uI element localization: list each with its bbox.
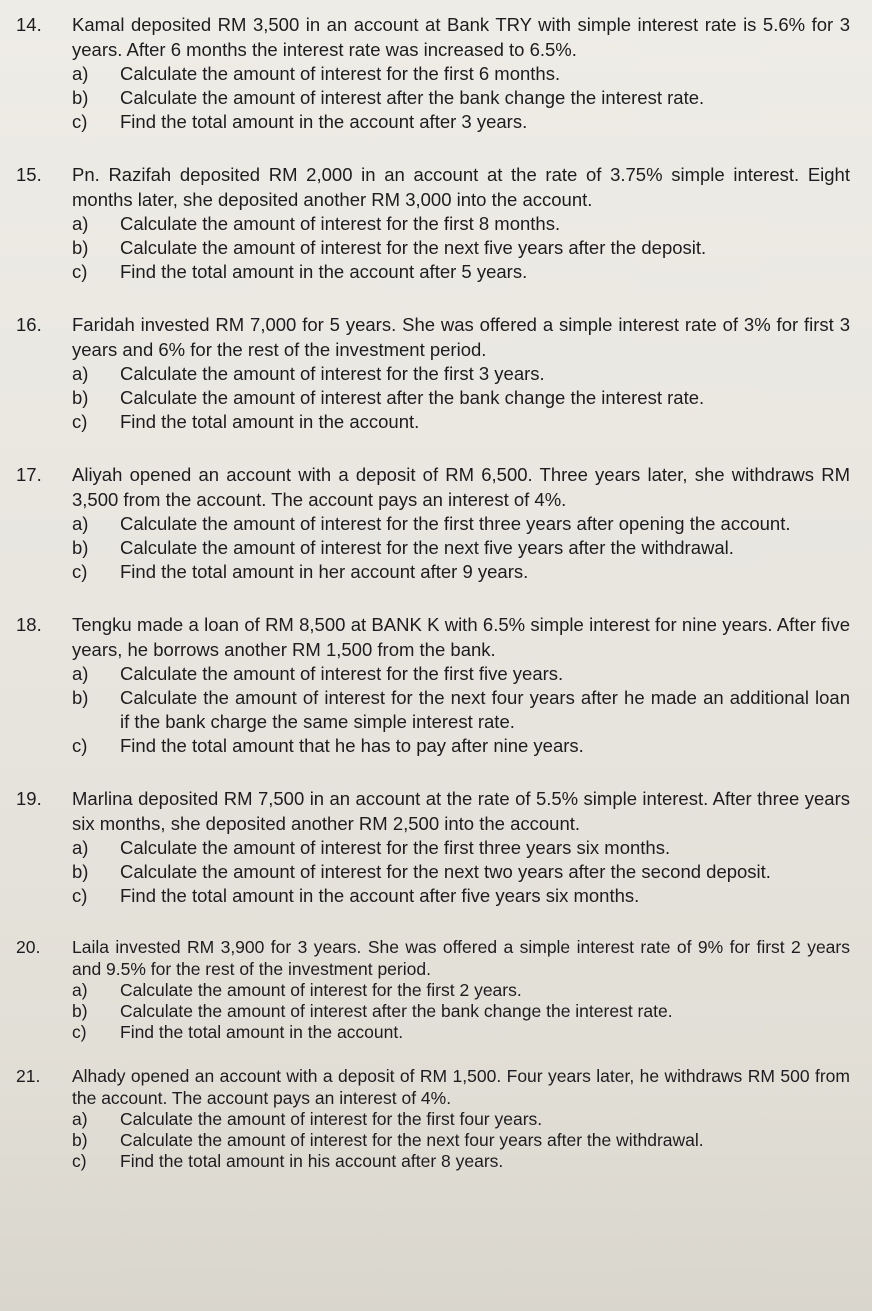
question-stem: Alhady opened an account with a deposit of RM 1,500. Four years later, he withdraws RM 500 from the account. The account pays an interest of 4%. (72, 1066, 850, 1108)
subpart-label: b) (72, 387, 89, 408)
question-number: 19. (16, 788, 42, 809)
subpart-label: c) (72, 261, 88, 282)
subpart-a (72, 662, 850, 686)
subpart-a (72, 980, 850, 1001)
question-number: 15. (16, 164, 42, 185)
subpart-b (72, 386, 850, 410)
subpart-text: Calculate the amount of interest after the bank change the interest rate. (120, 387, 705, 408)
subpart-text: Calculate the amount of interest for the next five years after the deposit. (120, 237, 707, 258)
question-20 (14, 936, 850, 1043)
question-stem: Marlina deposited RM 7,500 in an account at the rate of 5.5% simple interest. After three years six months, she deposited another RM 2,500 into the account. (72, 788, 850, 834)
subpart-label: a) (72, 513, 89, 534)
subpart-b (72, 536, 850, 560)
subpart-c (72, 260, 850, 284)
subpart-label: a) (72, 663, 89, 684)
question-number: 16. (16, 314, 42, 335)
subpart-b (72, 1001, 850, 1022)
subpart-a (72, 836, 850, 860)
subpart-label: a) (72, 213, 89, 234)
subpart-label: b) (72, 687, 89, 708)
subpart-text: Calculate the amount of interest for the next four years after he made an additional loan if the bank charge the same simple interest rate. (120, 687, 850, 732)
subpart-text: Calculate the amount of interest for the next five years after the withdrawal. (120, 537, 734, 558)
subpart-label: b) (72, 87, 89, 108)
subpart-a (72, 212, 850, 236)
question-number: 14. (16, 14, 42, 35)
subpart-text: Calculate the amount of interest for the first 8 months. (120, 213, 561, 234)
subpart-label: b) (72, 237, 89, 258)
subpart-label: b) (72, 537, 89, 558)
question-14 (14, 12, 850, 134)
subpart-text: Calculate the amount of interest for the first 3 years. (120, 363, 545, 384)
question-15 (14, 162, 850, 284)
subpart-label: a) (72, 980, 88, 1000)
subpart-label: c) (72, 561, 88, 582)
subpart-label: b) (72, 1001, 88, 1021)
subpart-text: Calculate the amount of interest for the first 2 years. (120, 980, 522, 1000)
subpart-label: c) (72, 1022, 87, 1042)
subpart-label: a) (72, 63, 89, 84)
subpart-label: c) (72, 735, 88, 756)
question-stem: Laila invested RM 3,900 for 3 years. She was offered a simple interest rate of 9% for first 2 years and 9.5% for the rest of the investment period. (72, 937, 850, 979)
subpart-text: Find the total amount in the account after 3 years. (120, 111, 528, 132)
subpart-b (72, 860, 850, 884)
subpart-text: Calculate the amount of interest for the next four years after the withdrawal. (120, 1130, 704, 1150)
subpart-text: Calculate the amount of interest for the first three years six months. (120, 837, 671, 858)
subpart-label: b) (72, 861, 89, 882)
question-stem: Kamal deposited RM 3,500 in an account at Bank TRY with simple interest rate is 5.6% for 3 years. After 6 months the interest rate was increased to 6.5%. (72, 14, 850, 60)
question-19 (14, 786, 850, 908)
subpart-label: a) (72, 363, 89, 384)
subpart-text: Calculate the amount of interest for the first three years after opening the account. (120, 513, 791, 534)
question-number: 17. (16, 464, 42, 485)
subpart-text: Find the total amount in the account. (120, 411, 420, 432)
subpart-a (72, 512, 850, 536)
subpart-a (72, 362, 850, 386)
subpart-c (72, 1022, 850, 1043)
subpart-text: Calculate the amount of interest for the first five years. (120, 663, 564, 684)
subpart-c (72, 110, 850, 134)
subpart-text: Calculate the amount of interest for the first four years. (120, 1109, 543, 1129)
subpart-text: Calculate the amount of interest for the next two years after the second deposit. (120, 861, 771, 882)
subpart-b (72, 236, 850, 260)
subpart-a (72, 62, 850, 86)
question-stem: Pn. Razifah deposited RM 2,000 in an account at the rate of 3.75% simple interest. Eight months later, she deposited another RM 3,000 into the account. (72, 164, 850, 210)
question-stem: Aliyah opened an account with a deposit of RM 6,500. Three years later, she withdraws RM 3,500 from the account. The account pays an interest of 4%. (72, 464, 850, 510)
subpart-text: Find the total amount in the account. (120, 1022, 404, 1042)
question-stem: Tengku made a loan of RM 8,500 at BANK K with 6.5% simple interest for nine years. After five years, he borrows another RM 1,500 from the bank. (72, 614, 850, 660)
subpart-b (72, 86, 850, 110)
question-17 (14, 462, 850, 584)
subpart-c (72, 410, 850, 434)
subpart-c (72, 560, 850, 584)
subpart-text: Calculate the amount of interest for the first 6 months. (120, 63, 561, 84)
subpart-text: Find the total amount in her account after 9 years. (120, 561, 529, 582)
subpart-text: Calculate the amount of interest after the bank change the interest rate. (120, 87, 705, 108)
question-number: 18. (16, 614, 42, 635)
question-21 (14, 1065, 850, 1172)
subpart-text: Calculate the amount of interest after the bank change the interest rate. (120, 1001, 673, 1021)
subpart-label: b) (72, 1130, 88, 1150)
subpart-b (72, 686, 850, 734)
question-18 (14, 612, 850, 758)
subpart-label: c) (72, 111, 88, 132)
subpart-label: a) (72, 837, 89, 858)
subpart-c (72, 734, 850, 758)
subpart-text: Find the total amount that he has to pay after nine years. (120, 735, 584, 756)
question-stem: Faridah invested RM 7,000 for 5 years. She was offered a simple interest rate of 3% for first 3 years and 6% for the rest of the investment period. (72, 314, 850, 360)
subpart-c (72, 1151, 850, 1172)
subpart-a (72, 1109, 850, 1130)
question-number: 21. (16, 1066, 41, 1086)
subpart-text: Find the total amount in his account after 8 years. (120, 1151, 504, 1171)
subpart-label: c) (72, 1151, 87, 1171)
question-16 (14, 312, 850, 434)
subpart-text: Find the total amount in the account after 5 years. (120, 261, 528, 282)
subpart-c (72, 884, 850, 908)
question-number: 20. (16, 937, 41, 957)
subpart-label: c) (72, 885, 88, 906)
subpart-b (72, 1130, 850, 1151)
subpart-text: Find the total amount in the account after five years six months. (120, 885, 640, 906)
subpart-label: a) (72, 1109, 88, 1129)
subpart-label: c) (72, 411, 88, 432)
